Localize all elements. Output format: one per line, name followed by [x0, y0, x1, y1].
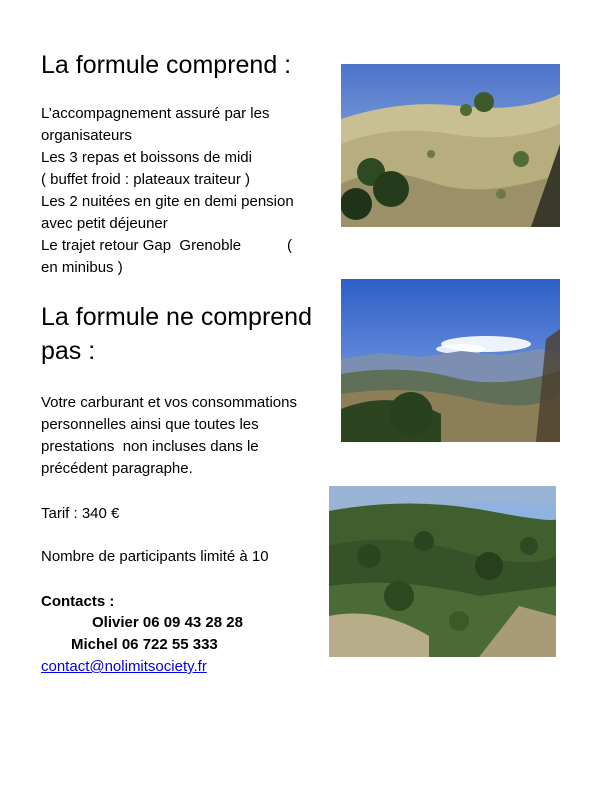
photo-hillside	[341, 64, 560, 227]
contact-email-link[interactable]: contact@nolimitsociety.fr	[41, 658, 207, 675]
contacts-label: Contacts :	[41, 593, 115, 610]
includes-line: ( buffet froid : plateaux traiteur )	[41, 171, 250, 188]
tarif-text: Tarif : 340 €	[41, 505, 120, 522]
includes-line: Les 3 repas et boissons de midi	[41, 149, 252, 166]
includes-line: en minibus )	[41, 259, 123, 276]
includes-line: Le trajet retour Gap Grenoble (	[41, 237, 292, 254]
excludes-line: Votre carburant et vos consommations	[41, 394, 297, 411]
excludes-line: précédent paragraphe.	[41, 460, 193, 477]
excludes-line: personnelles ainsi que toutes les	[41, 416, 259, 433]
includes-line: organisateurs	[41, 127, 132, 144]
section-heading-excludes	[41, 300, 312, 368]
section-heading-includes: La formule comprend :	[41, 51, 292, 79]
excludes-paragraph	[41, 392, 297, 480]
photo-forest	[329, 486, 556, 657]
includes-line: avec petit déjeuner	[41, 215, 168, 232]
excludes-heading-line: La formule ne comprend	[41, 303, 312, 331]
participants-text: Nombre de participants limité à 10	[41, 548, 269, 565]
contact-michel: Michel 06 722 55 333	[71, 636, 218, 653]
includes-line: Les 2 nuitées en gite en demi pension	[41, 193, 294, 210]
includes-line: L’accompagnement assuré par les	[41, 105, 270, 122]
includes-list	[41, 103, 294, 279]
photo-valley	[341, 279, 560, 442]
excludes-heading-line: pas :	[41, 337, 96, 365]
excludes-line: prestations non incluses dans le	[41, 438, 259, 455]
contact-olivier: Olivier 06 09 43 28 28	[92, 614, 243, 631]
